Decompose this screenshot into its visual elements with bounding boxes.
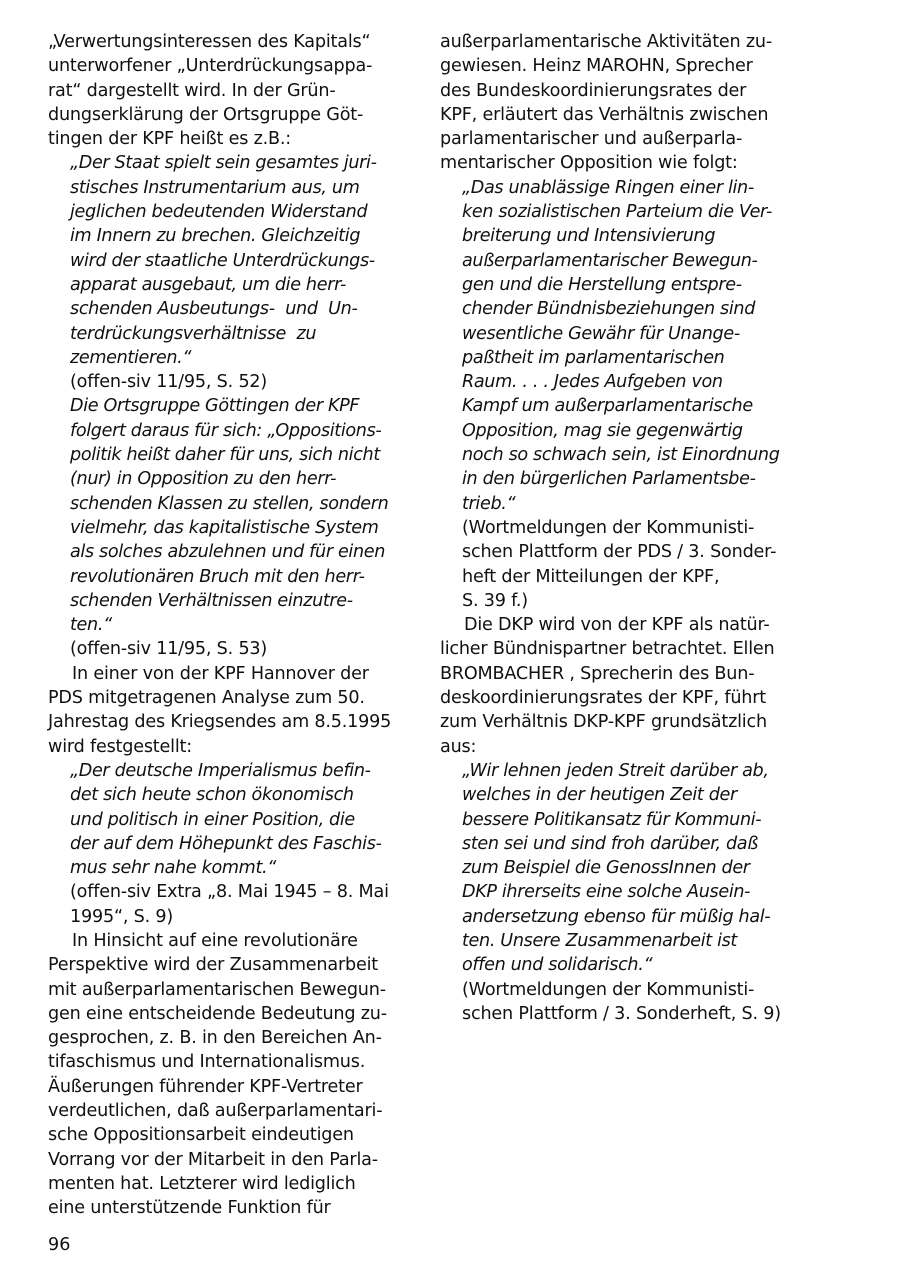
citation-line: schen Plattform der PDS / 3. Sonder- xyxy=(462,542,777,563)
quote-line: in den bürgerlichen Parlamentsbe- xyxy=(462,469,756,490)
paragraph-first-line: In Hinsicht auf eine revolutionäre xyxy=(72,930,358,951)
quote-line: ken sozialistischen Parteium die Ver- xyxy=(462,202,772,223)
text-line: unterworfener „Unterdrückungsappa- xyxy=(48,56,373,77)
citation-line: (Wortmeldungen der Kommunisti- xyxy=(462,517,755,538)
text-line: tifaschismus und Internationalismus. xyxy=(48,1052,366,1073)
quote-line: Opposition, mag sie gegenwärtig xyxy=(462,420,743,441)
text-line: Vorrang vor der Mitarbeit in den Parla- xyxy=(48,1149,378,1170)
text-line: gen eine entscheidende Bedeutung zu- xyxy=(48,1003,387,1024)
quote-line: stisches Instrumentarium aus, um xyxy=(70,177,360,198)
quote-line: welches in der heutigen Zeit der xyxy=(462,785,737,806)
text-line: Jahrestag des Kriegsendes am 8.5.1995 xyxy=(48,712,392,733)
quote-line: als solches abzulehnen und für einen xyxy=(70,542,386,563)
quote-line: breiterung und Intensivierung xyxy=(462,226,716,247)
quote-line: schenden Ausbeutungs- und Un- xyxy=(70,299,358,320)
quote-line: apparat ausgebaut, um die herr- xyxy=(70,274,347,295)
quote-line: gen und die Herstellung entspre- xyxy=(462,274,742,295)
text-line: dungserklärung der Ortsgruppe Göt- xyxy=(48,104,364,125)
text-line: KPF, erläutert das Verhältnis zwischen xyxy=(440,104,769,125)
citation-line: (offen-siv 11/95, S. 53) xyxy=(70,639,268,660)
quote-line: det sich heute schon ökonomisch xyxy=(70,785,354,806)
citation-line: (offen-siv Extra „8. Mai 1945 – 8. Mai xyxy=(70,882,389,903)
text-line: deskoordinierungsrates der KPF, führt xyxy=(440,688,766,709)
text-line: „Verwertungsinteressen des Kapitals“ xyxy=(48,32,371,52)
quote-line: „Wir lehnen jeden Streit darüber ab, xyxy=(462,760,769,781)
quote-line: schenden Klassen zu stellen, sondern xyxy=(70,493,389,514)
quote-line: (nur) in Opposition zu den herr- xyxy=(70,469,337,490)
quote-line: folgert daraus für sich: „Oppositions- xyxy=(70,420,382,441)
citation-line: (offen-siv 11/95, S. 52) xyxy=(70,372,268,393)
left-text-column xyxy=(48,30,408,1221)
quote-line: trieb.“ xyxy=(462,493,516,514)
quote-line: ten. Unsere Zusammenarbeit ist xyxy=(462,930,737,951)
text-line: parlamentarischer und außerparla- xyxy=(440,129,743,150)
quote-line: vielmehr, das kapitalistische System xyxy=(70,517,379,538)
quote-line: bessere Politikansatz für Kommuni- xyxy=(462,809,762,830)
text-line: gewiesen. Heinz MAROHN, Sprecher xyxy=(440,56,753,77)
quote-line: Die Ortsgruppe Göttingen der KPF xyxy=(70,396,360,417)
text-line: mit außerparlamentarischen Bewegun- xyxy=(48,979,386,1000)
citation-line: (Wortmeldungen der Kommunisti- xyxy=(462,979,755,1000)
citation-line: 1995“, S. 9) xyxy=(70,906,174,927)
quote-line: außerparlamentarischer Bewegun- xyxy=(462,250,758,271)
quote-line: ten.“ xyxy=(70,615,112,636)
quote-line: „Der Staat spielt sein gesamtes juri- xyxy=(70,153,377,174)
text-line: wird festgestellt: xyxy=(48,736,192,757)
citation-line: schen Plattform / 3. Sonderheft, S. 9) xyxy=(462,1003,781,1024)
quote-line: Raum. . . . Jedes Aufgeben von xyxy=(462,372,723,393)
text-line: Perspektive wird der Zusammenarbeit xyxy=(48,955,378,976)
quote-line: Kampf um außerparlamentarische xyxy=(462,396,753,417)
text-line: PDS mitgetragenen Analyse zum 50. xyxy=(48,688,365,709)
text-line: Äußerungen führender KPF-Vertreter xyxy=(48,1076,363,1097)
quote-line: offen und solidarisch.“ xyxy=(462,955,653,976)
quote-line: noch so schwach sein, ist Einordnung xyxy=(462,445,780,466)
text-line: des Bundeskoordinierungsrates der xyxy=(440,80,747,101)
text-line: zum Verhältnis DKP-KPF grundsätzlich xyxy=(440,712,767,733)
quote-line: wesentliche Gewähr für Unange- xyxy=(462,323,740,344)
quote-line: terdrückungsverhältnisse zu xyxy=(70,323,317,344)
quote-line: jeglichen bedeutenden Widerstand xyxy=(70,202,368,223)
text-line: verdeutlichen, daß außerparlamentari- xyxy=(48,1101,383,1122)
citation-line: S. 39 f.) xyxy=(462,590,528,611)
quote-line: andersetzung ebenso für müßig hal- xyxy=(462,906,771,927)
quote-line: paßtheit im parlamentarischen xyxy=(462,347,725,368)
text-line: rat“ dargestellt wird. In der Grün- xyxy=(48,80,336,101)
quote-line: zum Beispiel die GenossInnen der xyxy=(462,858,750,879)
quote-line: politik heißt daher für uns, sich nicht xyxy=(70,445,380,466)
quote-line: wird der staatliche Unterdrückungs- xyxy=(70,250,375,271)
quote-line: „Das unablässige Ringen einer lin- xyxy=(462,177,754,198)
text-line: eine unterstützende Funktion für xyxy=(48,1198,331,1219)
paragraph-first-line: In einer von der KPF Hannover der xyxy=(72,663,369,684)
quote-line: chender Bündnisbeziehungen sind xyxy=(462,299,756,320)
right-text-column xyxy=(440,30,802,1026)
quote-line: und politisch in einer Position, die xyxy=(70,809,355,830)
quote-line: DKP ihrerseits eine solche Ausein- xyxy=(462,882,751,903)
text-line: menten hat. Letzterer wird lediglich xyxy=(48,1173,356,1194)
text-line: außerparlamentarische Aktivitäten zu- xyxy=(440,32,773,52)
quote-line: der auf dem Höhepunkt des Faschis- xyxy=(70,833,382,854)
quote-line: zementieren.“ xyxy=(70,347,192,368)
text-line: gesprochen, z. B. in den Bereichen An- xyxy=(48,1028,382,1049)
quote-line: sten sei und sind froh darüber, daß xyxy=(462,833,758,854)
quote-line: im Innern zu brechen. Gleichzeitig xyxy=(70,226,361,247)
text-line: mentarischer Opposition wie folgt: xyxy=(440,153,738,174)
quote-line: schenden Verhältnissen einzutre- xyxy=(70,590,353,611)
text-line: tingen der KPF heißt es z.B.: xyxy=(48,129,291,150)
text-line: BROMBACHER , Sprecherin des Bun- xyxy=(440,663,755,684)
citation-line: heft der Mitteilungen der KPF, xyxy=(462,566,720,587)
page-number: 96 xyxy=(48,1235,71,1255)
quote-line: „Der deutsche Imperialismus befin- xyxy=(70,760,371,781)
text-line: aus: xyxy=(440,736,477,757)
text-line: sche Oppositionsarbeit eindeutigen xyxy=(48,1125,354,1146)
quote-line: mus sehr nahe kommt.“ xyxy=(70,858,277,879)
text-line: licher Bündnispartner betrachtet. Ellen xyxy=(440,639,775,660)
quote-line: revolutionären Bruch mit den herr- xyxy=(70,566,365,587)
paragraph-first-line: Die DKP wird von der KPF als natür- xyxy=(464,615,770,636)
